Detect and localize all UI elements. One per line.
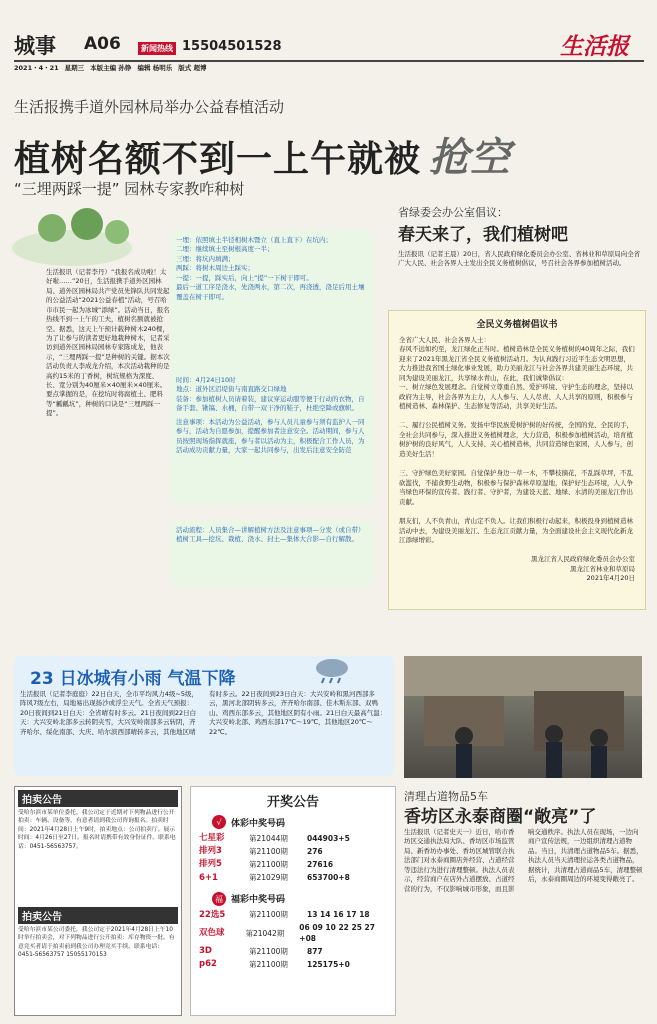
appeal-doc-title: 全民义务植树倡议书 (476, 320, 558, 330)
lottery-row (199, 858, 387, 871)
lottery-game-name: 七星彩 (199, 833, 225, 843)
appeal-para-5: 朋友们，人不负青山，青山定不负人。让我们积极行动起来，积极投身到植树造林活动中去，为建设美丽龙江、生态龙江贡献力量，为全面建设社会主义现代化新龙江添绿增彩。 (399, 517, 633, 545)
appeal-document (388, 310, 646, 610)
lead-subhead: “三埋两踩一提” 园林专家教咋种树 (14, 180, 245, 198)
lead-headline-accent: 抢空 (429, 134, 512, 181)
appeal-headline: 春天来了，我们植树吧 (398, 225, 568, 245)
step-4: 两踩：将树木周边土踩实； (176, 264, 254, 273)
lottery-game-name: 排列3 (199, 846, 222, 857)
lead-body: 生活报讯（记者李丹）“我报名成功啦！太好啦……”20日，生活报携手道外区园林局、道外区园林局共产党员先锋队共同发起的公益活动“2021公益春植”活动，号召哈市市民一起为冰城“添绿”。活动当日，报名热线不到一上午的工夫，植树名额就被抢空。据悉，这天上午预计载种树木240棵，为了让参与的读者更好地栽种树木，记者采访到道外区园林局园林专家陈成龙，他表示，“三埋两踩一提”是种树的关键。据本次活动负责人李成龙介绍，本次活动栽种的是高约15米的丁香树，树坑规格为深度、长、宽分别为40厘米×40厘米×40厘米。要点掌握的是，在挖坑时将腐植土、肥料等“瓤瓤坑”，种树的口诀是“三埋两踩一提”。 (46, 268, 170, 418)
svg-text:福: 福 (215, 894, 223, 904)
lottery-issue: 第21042期 (245, 928, 285, 938)
lottery-issue: 第21100期 (249, 910, 288, 920)
lottery-numbers: 044903+5 (307, 833, 350, 843)
steps-extra: 最后一道工序是浇水，先浇两水，第二次，再浇透，浇足后用土壤覆盖在树干即可。 (176, 283, 365, 301)
appeal-para-3: 二、履行公民植树义务。发扬中华民族爱树护树的好传统，全国的党、全民的手，全社会共同参与，深入推进义务植树理念，大力营造，积极参加植树活动，培育植树护树的良好风气，人人支持、关心植树造林，共同营造绿色家园，人人参与，创造美好生活！ (399, 421, 633, 458)
welfare-lottery-header: 福 福彩中奖号码 (211, 891, 395, 907)
weather-headline: 23 日冰城有小雨 气温下降 (30, 669, 236, 689)
step-5: 一提：一提，踩实后，向上“提”一下树干即可。 (176, 273, 313, 282)
appeal-para-1: 春风不远如约至，龙江绿化正当时。植树造林是全民义务植树的40周年之际，我们迎来了2021年黑龙江省全民义务植树活动月。为认真践行习近平生态文明思想，大力推进我省国土绿化事业发展，助力美丽龙江与社会各界共建美丽生态环境，共同为建设美丽龙江，共享绿水青山，在此，我们诚挚倡议： (399, 345, 635, 382)
section-title: 城事 (14, 33, 56, 58)
event-note: 注意事项：本活动为公益活动，参与人员儿童参与须有监护人一同参与，活动为自愿参加，提醒参加者注意安全。活动期间，参与人员按照现场指挥就座，参与者以活动为主，积极配合工作人员，为活动成功贡献力量，大家一起共同参与，出发后注意安全防范 (176, 417, 365, 454)
lottery-numbers: 125175+0 (307, 960, 350, 970)
appeal-date: 2021年4月20日 (586, 574, 635, 583)
event-prep: 装备：参加植树人员请着装，建议穿运动服等便于行动的衣物，自备手套、锹镐、水桶，自带一双干净的鞋子，杜绝空降或旗帜。 (176, 394, 365, 413)
lottery-row (199, 945, 387, 958)
tree-illustration (12, 208, 172, 268)
lottery-numbers: 27616 (307, 860, 334, 870)
vendor-kicker: 清理占道物品5车 (404, 790, 488, 803)
event-flow: 活动流程：人员集合—讲解植树方法及注意事项—分发（或自带）植树工具—挖坑、栽植、浇水、封土—集体大合影—自行解散。 (176, 526, 365, 544)
lottery-row (199, 872, 387, 885)
auction-text-1: 受哈尔滨市某单位委托，我公司定于近期对下列物品进行公开拍卖：车辆、设备等，有意者请到我公司咨询报名。拍卖时间：2021年4月28日上午9时，拍卖地点：公司拍卖厅。展示时间：4月26日至27日。报名时请携带有效身份证件。联系电话：0451-56563757。 (18, 810, 176, 850)
hotline-label: 新闻热线 (138, 42, 176, 55)
sports-lottery-icon (211, 814, 227, 830)
step-2: 二埋：继续填土至树根高度一半； (176, 245, 274, 254)
lottery-row (199, 909, 387, 922)
lottery-row (199, 832, 387, 845)
lead-kicker: 生活报携手道外园林局举办公益春植活动 (14, 98, 285, 116)
auction-title-1: 拍卖公告 (18, 790, 178, 807)
lottery-issue: 第21029期 (249, 873, 288, 883)
weather-body: 生活报讯（记者李庭庭）22日白天，全市平均风力4级~5级，阵风7级左右，局地易出现扬沙或浮尘天气。全省天气预报：20日夜间到21日白天：全省晴有时多云。21日夜间到22日白天：大兴安岭北部多云转阴夹雪，大兴安岭南部多云转阴，齐齐哈尔、绥化南部、大庆、哈尔滨西部晴转多云，其他地区晴有时多云。22日夜间到23日白天：大兴安岭和黑河西部多云，黑河北部阴转多云，齐齐哈尔南部、佳木斯东部、双鸭山、鸡西东部多云，其他地区阴有小雨。21日白天最高气温：大兴安岭北部、鸡西东部17℃～19℃，其他地区20℃～22℃。 (20, 690, 387, 736)
appeal-signer-2: 黑龙江省林业和草原局 (570, 564, 635, 573)
lottery-game-name: 3D (199, 946, 212, 957)
appeal-signer-1: 黑龙江省人民政府绿化委员会办公室 (531, 555, 635, 564)
lottery-row (199, 845, 387, 858)
auction-text-2: 受哈尔滨市某公司委托，我公司定于2021年4月28日上午10时举行拍卖会，对下列物品进行公开拍卖：库存物资一批。有意竞买者请于拍卖前到我公司办理竞买手续。联系电话：0451-56563757 15055170153 (18, 927, 175, 959)
appeal-para-2: 一、树立绿色发展理念。自觉树立尊重自然、爱护环境、守护生态的理念，坚持以政府为主导，社会各界为主力，人人参与、人人尽责、人人共享的原则，积极参与植树造林、森林保护、生态修复等活动，共享美好生活。 (399, 383, 633, 411)
lottery-issue: 第21100期 (249, 960, 288, 970)
appeal-lede: 生活报讯（记者王晨）20日，省人民政府绿化委员会办公室、省林业和草原局向全省广大人民、社会各界人士发出全民义务植树倡议，号召社会各界参加植树活动。 (398, 250, 641, 268)
lottery-game-name: p62 (199, 959, 217, 970)
appeal-kicker: 省绿委会办公室倡议： (398, 206, 508, 219)
lottery-numbers: 06 09 10 22 25 27 +08 (299, 922, 375, 944)
info-box (170, 370, 375, 505)
vendor-headline: 香坊区永泰商圈“敞亮”了 (404, 807, 597, 827)
lottery-issue: 第21100期 (249, 946, 288, 956)
lottery-numbers: 276 (307, 846, 323, 856)
steps-box (170, 230, 375, 392)
lottery-numbers: 877 (307, 946, 323, 956)
lottery-issue: 第21044期 (249, 833, 288, 843)
appeal-para-4: 三、守护绿色美好家园。自觉保护身边一草一木，不攀枝摘花，不乱踩草坪，不乱砍滥伐，不捕食野生动物，积极参与保护森林草原湿地，保护好生态环境，人人争当绿色环保的宣传者、践行者、守护者，为建设天蓝、地绿、水清的美丽龙江作出贡献。 (399, 469, 633, 506)
masthead-rule (14, 60, 644, 62)
svg-text:√: √ (216, 818, 222, 827)
lead-headline: 植树名额不到一上午就被 抢空 (14, 134, 512, 181)
meta-line: 2021・4・21 星期三 本版主编 孙铮 编辑 杨明乐 版式 超博 (14, 64, 207, 72)
lottery-game-name: 6+1 (199, 872, 218, 883)
brand-logo: 生活报 (560, 33, 629, 60)
lottery-game-name: 22选5 (199, 909, 226, 920)
lottery-numbers: 653700+8 (307, 873, 350, 883)
event-time: 时间：4月24日10时 (176, 376, 236, 384)
lottery-issue: 第21100期 (249, 860, 288, 870)
photo-vendor-clearance (404, 656, 642, 778)
welfare-lottery-icon (211, 891, 227, 907)
auction-title-2: 拍卖公告 (18, 907, 178, 924)
lottery-issue: 第21100期 (249, 846, 288, 856)
lottery-numbers: 13 14 16 17 18 (307, 910, 370, 920)
vendor-body: 生活报讯（记者史天一）近日，哈市香坊区交通执法局大队、香坊区市场监管局、新香坊办事处、香坊区城管联合执法部门对永泰商圈店外经营、占道经营等违法行为进行清理整顿。执法人员表示，经营商户在店外占道摆放、占道经营的行为，不仅影响城市形象，而且影响交通秩序。执法人员在现场，一边向商户宣传法规，一边组织清理占道物品。当日，共清理占道物品5车。据悉，执法人员当天清理拉运各类占道物品，据统计，共清理占道商品5车，清理整顿后，永泰商圈周边的环境变得敞亮了。 (404, 828, 643, 893)
lottery-panel (190, 786, 396, 1016)
flow-box (170, 520, 375, 588)
sports-lottery-header: √ 体彩中奖号码 (211, 814, 395, 830)
lottery-row (199, 958, 387, 971)
step-3: 三埋：将坑内填满； (176, 254, 235, 263)
hotline-number: 15504501528 (182, 39, 282, 54)
lottery-game-name: 排列5 (199, 859, 222, 870)
cloud-rain-icon (312, 656, 352, 684)
page-number: A06 (84, 34, 121, 54)
appeal-greeting: 全省广大人民、社会各界人士： (399, 336, 490, 345)
lottery-title: 开奖公告 (266, 795, 319, 810)
step-1: 一埋：依照填土半径相树木暨立（直上直下）在坑内； (176, 236, 332, 244)
lottery-game-name: 双色球 (199, 927, 225, 938)
lottery-row (199, 922, 387, 945)
event-place: 地点：道外区沼堤街与南直路交口绿地 (176, 385, 287, 394)
auction-notices (14, 786, 182, 1016)
